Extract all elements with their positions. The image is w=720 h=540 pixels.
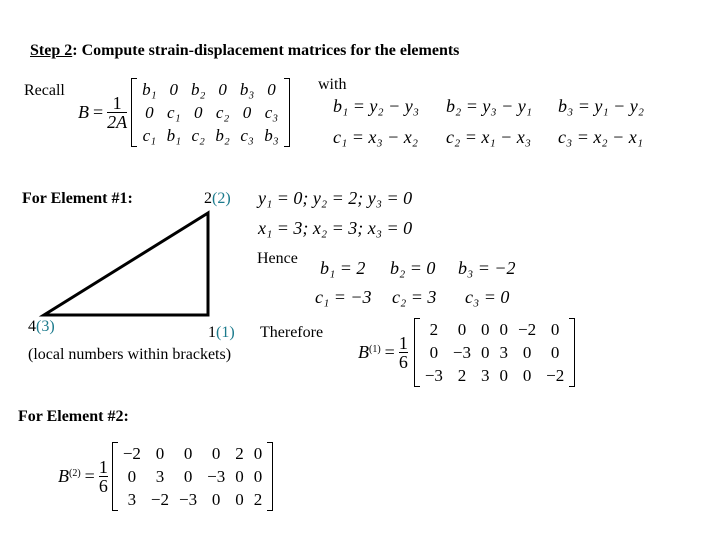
element2-B-eq: =: [84, 466, 95, 486]
matrix-cell: 0: [267, 79, 276, 99]
matrix-cell: 0: [183, 443, 193, 463]
matrix-cell: 0: [235, 489, 244, 509]
with-label: with: [318, 76, 347, 93]
matrix-cell: 3: [481, 365, 490, 385]
element1-b2: b₂ = 0: [390, 258, 436, 278]
b-def-1: b₁ = y₂ − y₃: [333, 96, 420, 116]
matrix-cell: 0: [169, 79, 179, 99]
matrix-cell: 0: [522, 342, 532, 362]
matrix-cell: 0: [218, 79, 227, 99]
general-B-frac-num: 1: [112, 93, 122, 113]
matrix-cell: c₁: [167, 102, 181, 122]
element2-B-equation: [58, 442, 273, 511]
matrix-cell: 0: [127, 466, 137, 486]
element1-b1: b₁ = 2: [320, 258, 366, 278]
matrix-cell: 0: [242, 102, 252, 122]
matrix-cell: −2: [150, 489, 170, 509]
matrix-cell: b₁: [142, 79, 157, 99]
matrix-row: [118, 442, 267, 465]
matrix-cell: 0: [522, 365, 532, 385]
matrix-row: [420, 364, 569, 387]
matrix-cell: 0: [145, 102, 154, 122]
matrix-cell: c₃: [264, 102, 279, 122]
element2-B-fraction: $\frac{1}{6}$: [98, 457, 108, 496]
matrix-cell: 0: [235, 466, 244, 486]
matrix-cell: c₁: [142, 125, 157, 145]
matrix-cell: 0: [429, 342, 439, 362]
matrix-cell: 2: [235, 443, 244, 463]
node-left-label: [28, 318, 55, 336]
matrix-cell: −3: [452, 342, 472, 362]
local-numbers-note: (local numbers within brackets): [28, 346, 232, 363]
element1-c1: c₁ = −3: [315, 287, 372, 307]
matrix-cell: 0: [499, 365, 509, 385]
matrix-row: [118, 488, 267, 511]
matrix-cell: 0: [183, 466, 193, 486]
c-def-1: c₁ = x₃ − x₂: [333, 127, 419, 147]
matrix-cell: 0: [550, 319, 560, 339]
node-left-global: 4: [28, 318, 36, 335]
element2-B-lhs: $B^{(2)}$: [58, 466, 81, 486]
matrix-cell: −3: [424, 365, 443, 385]
node-right-local: (1): [216, 324, 235, 341]
matrix-cell: −2: [518, 319, 537, 339]
node-left-local: (3): [36, 318, 55, 335]
element1-y-coords: y₁ = 0; y₂ = 2; y₃ = 0: [258, 188, 413, 208]
matrix-cell: −3: [207, 466, 226, 486]
element2-label: For Element #2:: [18, 408, 129, 425]
element2-B-matrix: [112, 442, 273, 511]
matrix-cell: b₁: [166, 125, 181, 145]
element1-c2: c₂ = 3: [392, 287, 437, 307]
matrix-cell: 2: [253, 489, 263, 509]
matrix-cell: c₂: [215, 102, 230, 122]
therefore-label: Therefore: [260, 324, 324, 341]
node-right-global: 1: [208, 324, 216, 341]
matrix-cell: 2: [457, 365, 467, 385]
matrix-cell: 0: [211, 489, 221, 509]
general-B-eq: =: [93, 102, 104, 122]
element1-B-fraction: $\frac{1}{6}$: [398, 333, 408, 372]
matrix-cell: 2: [429, 319, 439, 339]
element1-B-equation: [358, 318, 575, 387]
matrix-cell: 3: [155, 466, 165, 486]
matrix-cell: 0: [481, 319, 490, 339]
element1-B-matrix: [414, 318, 575, 387]
c-def-2: c₂ = x₁ − x₃: [446, 127, 532, 147]
b-def-3: b₃ = y₁ − y₂: [558, 96, 645, 116]
b-def-2: b₂ = y₃ − y₁: [446, 96, 533, 116]
step-description: : Compute strain-displacement matrices for the elements: [72, 42, 460, 59]
recall-label: Recall: [24, 82, 65, 99]
matrix-cell: 0: [155, 443, 165, 463]
matrix-cell: −3: [179, 489, 198, 509]
matrix-cell: c₃: [240, 125, 254, 145]
triangle-shape: [44, 213, 208, 315]
element1-B-lhs: $B^{(1)}$: [358, 342, 381, 362]
matrix-cell: b₂: [191, 79, 206, 99]
general-B-lhs: B: [78, 102, 89, 122]
c-def-3: c₃ = x₂ − x₁: [558, 127, 644, 147]
matrix-cell: −2: [546, 365, 565, 385]
element1-B-eq: =: [384, 342, 395, 362]
matrix-cell: −2: [122, 443, 141, 463]
node-top-global: 2: [204, 190, 212, 207]
matrix-cell: 0: [193, 102, 203, 122]
element1-c3: c₃ = 0: [465, 287, 510, 307]
element1-x-coords: x₁ = 3; x₂ = 3; x₃ = 0: [258, 218, 413, 238]
matrix-cell: c₂: [191, 125, 205, 145]
matrix-row: [420, 341, 569, 364]
matrix-cell: 0: [499, 319, 509, 339]
matrix-row: [420, 318, 569, 341]
matrix-cell: b₃: [264, 125, 279, 145]
element1-b3: b₃ = −2: [458, 258, 516, 278]
matrix-cell: 3: [127, 489, 137, 509]
matrix-cell: 0: [253, 443, 263, 463]
matrix-cell: 3: [499, 342, 509, 362]
general-B-frac-den: 2A: [107, 112, 128, 132]
matrix-cell: 0: [211, 443, 221, 463]
matrix-cell: 0: [481, 342, 490, 362]
node-right-label: [208, 324, 235, 342]
matrix-cell: b₂: [215, 125, 230, 145]
matrix-cell: b₃: [239, 79, 255, 99]
matrix-cell: 0: [253, 466, 263, 486]
matrix-cell: 0: [457, 319, 467, 339]
hence-label: Hence: [257, 250, 298, 267]
step-label: Step 2: [30, 42, 73, 59]
element1-label: For Element #1:: [22, 190, 133, 207]
matrix-cell: 0: [550, 342, 560, 362]
matrix-row: [118, 465, 267, 488]
node-top-local: (2): [212, 190, 231, 207]
